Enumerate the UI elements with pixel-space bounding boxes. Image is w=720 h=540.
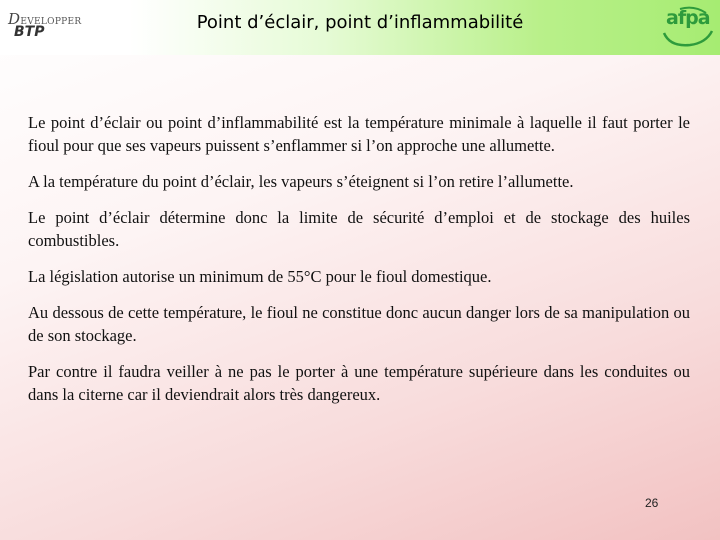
logo-line2: BTP xyxy=(14,24,45,40)
paragraph: Le point d’éclair détermine donc la limite de sécurité d’emploi et de stockage des huiles combustibles. xyxy=(28,208,690,250)
paragraph: Au dessous de cette température, le fioul ne constitue donc aucun danger lors de sa manipulation ou de son stockage. xyxy=(28,303,690,345)
afpa-logo-text: afpa xyxy=(666,7,710,29)
paragraph: La législation autorise un minimum de 55°C pour le fioul domestique. xyxy=(28,267,492,286)
page-number: 26 xyxy=(645,496,659,510)
paragraph: Le point d’éclair ou point d’inflammabilité est la température minimale à laquelle il faut porter le fioul pour que ses vapeurs puissent s’enflammer si l’on approche une allumette. xyxy=(28,113,690,155)
developper-btp-logo xyxy=(6,10,82,46)
logo-line1: EVELOPPER xyxy=(20,17,82,27)
paragraph: A la température du point d’éclair, les vapeurs s’éteignent si l’on retire l’allumette. xyxy=(28,172,574,191)
page-title: Point d’éclair, point d’inflammabilité xyxy=(196,12,524,33)
paragraph: Par contre il faudra veiller à ne pas le porter à une température supérieure dans les conduites ou dans la citerne car il deviendrait alors très dangereux. xyxy=(28,362,690,404)
logo-initial: D xyxy=(8,10,21,28)
body-text xyxy=(28,111,690,419)
afpa-logo xyxy=(660,3,716,51)
header-bar xyxy=(0,0,720,55)
